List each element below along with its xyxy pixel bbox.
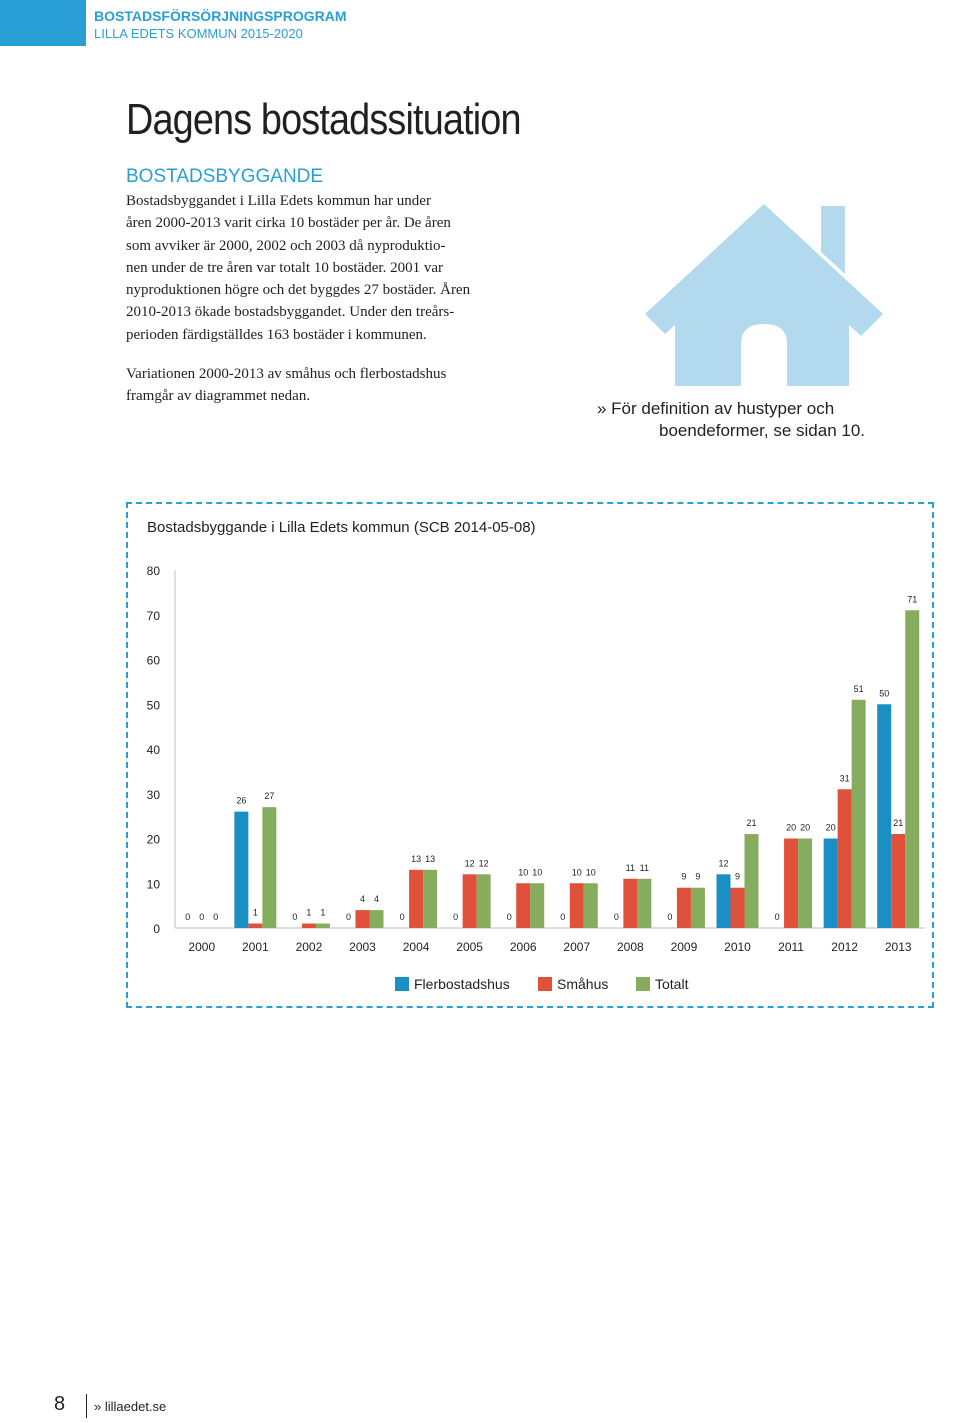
bar	[262, 807, 276, 928]
legend-label: Småhus	[557, 976, 609, 992]
paragraph-2-line: Variationen 2000-2013 av småhus och flerbostadshus	[126, 366, 447, 383]
x-tick-label: 2013	[884, 940, 912, 954]
bar	[784, 839, 798, 929]
data-label: 0	[453, 912, 459, 922]
data-label: 10	[571, 867, 582, 878]
data-label: 0	[613, 912, 619, 922]
data-label: 71	[907, 594, 918, 605]
data-label: 20	[825, 822, 836, 833]
y-tick-label: 40	[146, 743, 160, 757]
paragraph-1-line: nen under de tre åren var totalt 10 bostäder. 2001 var	[126, 259, 443, 276]
paragraph-2-line: framgår av diagrammet nedan.	[126, 388, 311, 405]
y-tick-label: 30	[146, 787, 160, 802]
data-label: 12	[718, 858, 729, 869]
bar	[731, 888, 745, 928]
data-label: 20	[786, 822, 797, 833]
bar	[691, 888, 705, 928]
data-label: 0	[213, 912, 219, 922]
data-label: 12	[478, 858, 489, 869]
bar	[463, 874, 477, 928]
bar	[530, 883, 544, 928]
data-label: 13	[425, 853, 436, 864]
bar	[905, 610, 919, 928]
y-tick-label: 60	[146, 653, 160, 668]
x-tick-label: 2000	[188, 940, 216, 954]
x-tick-label: 2005	[456, 940, 483, 954]
data-label: 0	[199, 912, 205, 922]
y-tick-label: 50	[146, 698, 160, 713]
data-label: 0	[774, 912, 780, 922]
data-label: 1	[306, 907, 312, 918]
data-label: 11	[639, 862, 650, 873]
reference-note	[597, 398, 865, 442]
program-name: BOSTADSFÖRSÖRJNINGSPROGRAM	[94, 8, 347, 24]
x-tick-label: 2001	[242, 940, 269, 954]
bar	[370, 910, 384, 928]
bar	[234, 812, 248, 928]
bar	[637, 879, 651, 928]
legend-item-smahus	[538, 976, 608, 992]
data-label: 26	[236, 795, 247, 806]
data-label: 0	[185, 912, 191, 922]
x-tick-label: 2002	[295, 940, 323, 954]
legend-item-totalt	[636, 976, 688, 992]
x-tick-label: 2010	[724, 940, 751, 954]
data-label: 9	[695, 871, 701, 882]
x-tick-label: 2003	[349, 940, 376, 954]
x-tick-label: 2006	[509, 940, 537, 954]
data-label: 4	[373, 894, 380, 905]
reference-note-line-1: » För definition av hustyper och	[597, 399, 835, 418]
data-label: 20	[800, 822, 811, 833]
data-label: 0	[506, 912, 512, 922]
bar	[302, 924, 316, 928]
bar	[717, 874, 731, 928]
paragraph-1-line: åren 2000-2013 varit cirka 10 bostäder per år. De åren	[126, 215, 451, 232]
x-tick-label: 2009	[670, 940, 698, 954]
data-label: 4	[359, 894, 366, 905]
data-label: 13	[411, 853, 422, 864]
bar	[477, 874, 491, 928]
data-label: 0	[667, 912, 673, 922]
reference-note-line-2: boendeformer, se sidan 10.	[659, 421, 866, 440]
data-label: 10	[585, 867, 596, 878]
data-label: 51	[853, 683, 864, 694]
paragraph-1-line: perioden färdigställdes 163 bostäder i kommunen.	[126, 326, 427, 343]
bar	[838, 789, 852, 928]
footer-divider	[86, 1394, 87, 1418]
chart-title: Bostadsbyggande i Lilla Edets kommun (SCB 2014-05-08)	[147, 519, 536, 536]
data-label: 50	[879, 688, 890, 699]
section-heading: BOSTADSBYGGANDE	[126, 166, 324, 187]
bar	[570, 883, 584, 928]
data-label: 21	[746, 818, 757, 829]
bar	[409, 870, 423, 928]
bar	[745, 834, 759, 928]
page-number: 8	[54, 1393, 66, 1415]
data-label: 0	[399, 912, 405, 922]
y-tick-label: 0	[153, 922, 160, 936]
bar	[877, 704, 891, 928]
legend-label: Totalt	[655, 976, 689, 992]
bar	[248, 924, 262, 928]
bar	[852, 700, 866, 928]
bar	[623, 879, 637, 928]
y-tick-label: 70	[146, 608, 160, 623]
data-label: 0	[292, 912, 298, 922]
body-text	[126, 190, 506, 408]
paragraph-1	[126, 190, 506, 346]
data-label: 27	[264, 791, 275, 802]
bar	[356, 910, 370, 928]
bar	[677, 888, 691, 928]
paragraph-2	[126, 363, 506, 408]
footer-link[interactable]: » lillaedet.se	[94, 1399, 167, 1414]
data-label: 1	[252, 907, 258, 918]
bar	[798, 839, 812, 929]
data-label: 1	[320, 907, 326, 918]
legend-swatch	[636, 977, 650, 991]
data-label: 10	[532, 867, 543, 878]
data-label: 31	[839, 773, 850, 784]
x-tick-label: 2007	[563, 940, 591, 954]
legend-label: Flerbostadshus	[414, 976, 510, 992]
bar-chart	[130, 550, 930, 970]
paragraph-1-line: Bostadsbyggandet i Lilla Edets kommun har under	[126, 193, 431, 209]
x-tick-label: 2011	[778, 940, 804, 954]
paragraph-1-line: 2010-2013 ökade bostadsbyggandet. Under den treårs-	[126, 304, 455, 321]
paragraph-1-line: nyproduktionen högre och det byggdes 27 bostäder. Åren	[126, 282, 471, 299]
chart-legend	[0, 976, 960, 996]
x-tick-label: 2012	[831, 940, 858, 954]
data-label: 21	[893, 818, 904, 829]
header-color-block	[0, 0, 86, 46]
page-title: Dagens bostadssituation	[126, 95, 521, 144]
bar	[584, 883, 598, 928]
y-tick-label: 10	[146, 877, 160, 892]
bar	[891, 834, 905, 928]
program-subtitle: LILLA EDETS KOMMUN 2015-2020	[94, 26, 303, 41]
legend-swatch	[538, 977, 552, 991]
legend-item-flerbostadshus	[395, 976, 510, 992]
data-label: 10	[518, 867, 529, 878]
bar	[316, 924, 330, 928]
legend-swatch	[395, 977, 409, 991]
data-label: 9	[681, 871, 687, 882]
house-icon	[645, 204, 883, 386]
data-label: 9	[734, 871, 741, 882]
data-label: 11	[625, 862, 636, 873]
bar	[516, 883, 530, 928]
bar	[824, 839, 838, 929]
x-tick-label: 2004	[402, 940, 430, 954]
y-tick-label: 80	[146, 564, 160, 578]
paragraph-1-line: som avviker är 2000, 2002 och 2003 då nyproduktio-	[126, 237, 446, 254]
x-tick-label: 2008	[617, 940, 644, 954]
y-tick-label: 20	[146, 832, 160, 847]
header	[94, 8, 347, 42]
bar	[423, 870, 437, 928]
data-label: 0	[560, 912, 566, 922]
data-label: 12	[464, 858, 475, 869]
house-shape	[645, 204, 883, 386]
data-label: 0	[345, 912, 352, 922]
